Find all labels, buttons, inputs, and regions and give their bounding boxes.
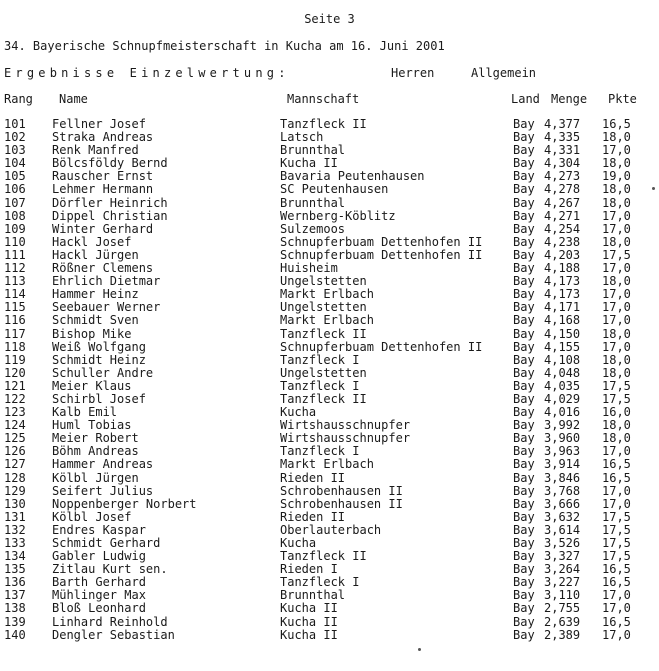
- cell-rang: 117: [4, 326, 26, 341]
- cell-name: Huml Tobias: [52, 418, 132, 433]
- cell-team: Ungelstetten: [280, 274, 367, 289]
- cell-pkte: 17,0: [602, 300, 631, 315]
- cell-name: Meier Klaus: [52, 378, 132, 393]
- cell-rang: 127: [4, 457, 26, 472]
- cell-name: Fellner Josef: [52, 117, 146, 131]
- cell-pkte: 18,0: [602, 326, 631, 341]
- cell-land: Bay: [513, 130, 535, 145]
- cell-name: Bölcsföldy Bernd: [52, 156, 168, 171]
- header-land: Land: [511, 92, 540, 106]
- cell-name: Böhm Andreas: [52, 444, 139, 459]
- cell-land: Bay: [513, 601, 535, 616]
- cell-land: Bay: [513, 614, 535, 629]
- cell-land: Bay: [513, 522, 535, 537]
- cell-land: Bay: [513, 221, 535, 236]
- cell-menge: 4,304: [544, 156, 581, 171]
- cell-pkte: 17,0: [602, 339, 631, 354]
- cell-team: Tanzfleck I: [280, 378, 360, 393]
- results-subtitle: Ergebnisse Einzelwertung:: [4, 66, 290, 80]
- cell-menge: 4,254: [544, 221, 581, 236]
- header-rang: Rang: [4, 92, 33, 106]
- cell-land: Bay: [513, 182, 535, 197]
- cell-name: Noppenberger Norbert: [52, 496, 197, 511]
- cell-menge: 3,666: [544, 496, 581, 511]
- cell-pkte: 17,0: [602, 627, 631, 642]
- cell-land: Bay: [513, 365, 535, 380]
- cell-rang: 120: [4, 365, 26, 380]
- cell-name: Kölbl Josef: [52, 509, 132, 524]
- cell-menge: 4,331: [544, 143, 581, 158]
- cell-pkte: 16,5: [602, 470, 631, 485]
- cell-menge: 4,171: [544, 300, 581, 315]
- cell-name: Hammer Heinz: [52, 287, 139, 302]
- cell-rang: 123: [4, 405, 26, 420]
- cell-name: Schmidt Heinz: [52, 352, 146, 367]
- cell-rang: 102: [4, 130, 26, 145]
- table-row: [0, 341, 659, 354]
- cell-pkte: 17,0: [602, 208, 631, 223]
- table-row: [0, 223, 659, 236]
- cell-team: Tanzfleck II: [280, 549, 367, 564]
- cell-pkte: 18,0: [602, 365, 631, 380]
- cell-pkte: 17,0: [602, 601, 631, 616]
- cell-rang: 104: [4, 156, 26, 171]
- cell-menge: 3,914: [544, 457, 581, 472]
- cell-menge: 4,188: [544, 261, 581, 276]
- cell-pkte: 19,0: [602, 169, 631, 184]
- cell-land: Bay: [513, 274, 535, 289]
- cell-pkte: 18,0: [602, 431, 631, 446]
- cell-menge: 3,526: [544, 536, 581, 550]
- cell-team: Oberlauterbach: [280, 522, 382, 537]
- cell-menge: 4,271: [544, 208, 581, 223]
- table-row: [0, 511, 659, 524]
- cell-menge: 4,029: [544, 391, 581, 406]
- table-row: [0, 629, 659, 642]
- cell-menge: 4,035: [544, 378, 581, 393]
- cell-name: Mühlinger Max: [52, 588, 146, 603]
- cell-pkte: 16,5: [602, 457, 631, 472]
- cell-rang: 132: [4, 522, 26, 537]
- cell-team: Kucha: [280, 405, 317, 420]
- cell-pkte: 18,0: [602, 130, 631, 145]
- cell-name: Gabler Ludwig: [52, 549, 146, 564]
- cell-name: Kölbl Jürgen: [52, 470, 139, 485]
- group-label: Allgemein: [471, 66, 537, 80]
- cell-menge: 4,048: [544, 365, 581, 380]
- cell-land: Bay: [513, 261, 535, 276]
- table-row: [0, 210, 659, 223]
- cell-land: Bay: [513, 234, 535, 249]
- cell-pkte: 17,0: [602, 143, 631, 158]
- cell-pkte: 18,0: [602, 182, 631, 197]
- cell-name: Schmidt Sven: [52, 313, 139, 328]
- cell-rang: 133: [4, 536, 26, 550]
- cell-team: Schnupferbuam Dettenhofen II: [280, 339, 483, 354]
- cell-land: Bay: [513, 549, 535, 564]
- cell-land: Bay: [513, 575, 535, 590]
- cell-menge: 3,614: [544, 522, 581, 537]
- cell-menge: 4,173: [544, 274, 581, 289]
- cell-pkte: 17,0: [602, 588, 631, 603]
- cell-pkte: 16,5: [602, 575, 631, 590]
- cell-menge: 3,632: [544, 509, 581, 524]
- cell-name: Seebauer Werner: [52, 300, 161, 315]
- cell-menge: 3,963: [544, 444, 581, 459]
- cell-pkte: 16,5: [602, 614, 631, 629]
- table-row: [0, 498, 659, 511]
- cell-pkte: 18,0: [602, 156, 631, 171]
- cell-pkte: 18,0: [602, 274, 631, 289]
- cell-team: Kucha: [280, 536, 317, 550]
- cell-menge: 4,168: [544, 313, 581, 328]
- cell-land: Bay: [513, 326, 535, 341]
- cell-name: Weiß Wolfgang: [52, 339, 146, 354]
- header-pkte: Pkte: [608, 92, 637, 106]
- header-team: Mannschaft: [287, 92, 360, 106]
- page-number: Seite 3: [304, 12, 355, 26]
- header-name: Name: [59, 92, 88, 106]
- table-row: [0, 485, 659, 498]
- cell-pkte: 17,5: [602, 549, 631, 564]
- cell-land: Bay: [513, 313, 535, 328]
- header-menge: Menge: [551, 92, 588, 106]
- scan-speck: [652, 187, 655, 190]
- results-table: [0, 118, 659, 642]
- cell-rang: 103: [4, 143, 26, 158]
- cell-team: Tanzfleck I: [280, 444, 360, 459]
- cell-name: Hammer Andreas: [52, 457, 154, 472]
- cell-rang: 137: [4, 588, 26, 603]
- cell-name: Linhard Reinhold: [52, 614, 168, 629]
- cell-menge: 2,639: [544, 614, 581, 629]
- cell-land: Bay: [513, 156, 535, 171]
- cell-rang: 134: [4, 549, 26, 564]
- cell-land: Bay: [513, 339, 535, 354]
- cell-team: Ungelstetten: [280, 365, 367, 380]
- cell-team: Schrobenhausen II: [280, 496, 403, 511]
- cell-land: Bay: [513, 457, 535, 472]
- cell-menge: 4,278: [544, 182, 581, 197]
- cell-pkte: 17,5: [602, 378, 631, 393]
- cell-team: Tanzfleck II: [280, 326, 367, 341]
- cell-menge: 4,150: [544, 326, 581, 341]
- cell-land: Bay: [513, 562, 535, 577]
- cell-pkte: 18,0: [602, 352, 631, 367]
- cell-land: Bay: [513, 470, 535, 485]
- cell-pkte: 17,0: [602, 444, 631, 459]
- cell-land: Bay: [513, 509, 535, 524]
- cell-pkte: 17,0: [602, 496, 631, 511]
- cell-name: Meier Robert: [52, 431, 139, 446]
- cell-name: Schuller Andre: [52, 365, 154, 380]
- cell-land: Bay: [513, 378, 535, 393]
- table-row: [0, 354, 659, 367]
- table-row: [0, 367, 659, 380]
- cell-name: Seifert Julius: [52, 483, 154, 498]
- cell-menge: 3,327: [544, 549, 581, 564]
- cell-rang: 111: [4, 247, 26, 262]
- cell-pkte: 17,5: [602, 391, 631, 406]
- cell-pkte: 17,0: [602, 221, 631, 236]
- cell-land: Bay: [513, 117, 535, 131]
- cell-rang: 108: [4, 208, 26, 223]
- cell-name: Rößner Clemens: [52, 261, 154, 276]
- document-title: 34. Bayerische Schnupfmeisterschaft in Kucha am 16. Juni 2001: [4, 39, 445, 53]
- cell-name: Dengler Sebastian: [52, 627, 175, 642]
- cell-rang: 131: [4, 509, 26, 524]
- cell-name: Hackl Jürgen: [52, 247, 139, 262]
- cell-team: Wernberg-Köblitz: [280, 208, 396, 223]
- cell-land: Bay: [513, 405, 535, 420]
- cell-rang: 112: [4, 261, 26, 276]
- table-row: [0, 380, 659, 393]
- cell-rang: 139: [4, 614, 26, 629]
- cell-land: Bay: [513, 143, 535, 158]
- table-row: [0, 472, 659, 485]
- cell-menge: 4,108: [544, 352, 581, 367]
- cell-team: Markt Erlbach: [280, 457, 374, 472]
- cell-team: Schrobenhausen II: [280, 483, 403, 498]
- table-row: [0, 602, 659, 615]
- cell-team: Tanzfleck I: [280, 575, 360, 590]
- cell-team: Tanzfleck I: [280, 352, 360, 367]
- table-row: [0, 314, 659, 327]
- cell-land: Bay: [513, 352, 535, 367]
- category-label: Herren: [391, 66, 435, 80]
- cell-team: Brunnthal: [280, 143, 346, 158]
- cell-team: Schnupferbuam Dettenhofen II: [280, 247, 483, 262]
- cell-menge: 4,335: [544, 130, 581, 145]
- cell-rang: 129: [4, 483, 26, 498]
- cell-name: Lehmer Hermann: [52, 182, 154, 197]
- cell-team: Brunnthal: [280, 588, 346, 603]
- cell-name: Bishop Mike: [52, 326, 132, 341]
- cell-rang: 130: [4, 496, 26, 511]
- cell-team: SC Peutenhausen: [280, 182, 389, 197]
- cell-rang: 136: [4, 575, 26, 590]
- cell-land: Bay: [513, 391, 535, 406]
- cell-menge: 2,389: [544, 627, 581, 642]
- cell-menge: 4,203: [544, 247, 581, 262]
- cell-name: Kalb Emil: [52, 405, 118, 420]
- cell-rang: 107: [4, 195, 26, 210]
- cell-land: Bay: [513, 247, 535, 262]
- cell-pkte: 17,5: [602, 536, 631, 550]
- cell-land: Bay: [513, 588, 535, 603]
- cell-team: Markt Erlbach: [280, 313, 374, 328]
- cell-team: Schnupferbuam Dettenhofen II: [280, 234, 483, 249]
- cell-team: Ungelstetten: [280, 300, 367, 315]
- cell-pkte: 17,0: [602, 313, 631, 328]
- cell-land: Bay: [513, 195, 535, 210]
- cell-menge: 4,267: [544, 195, 581, 210]
- cell-menge: 4,238: [544, 234, 581, 249]
- cell-land: Bay: [513, 431, 535, 446]
- cell-name: Straka Andreas: [52, 130, 154, 145]
- cell-rang: 140: [4, 627, 26, 642]
- cell-pkte: 17,0: [602, 287, 631, 302]
- cell-land: Bay: [513, 483, 535, 498]
- cell-land: Bay: [513, 496, 535, 511]
- table-row: [0, 616, 659, 629]
- table-row: [0, 458, 659, 471]
- cell-team: Rieden II: [280, 509, 346, 524]
- cell-team: Sulzemoos: [280, 221, 346, 236]
- cell-name: Schirbl Josef: [52, 391, 146, 406]
- cell-name: Bloß Leonhard: [52, 601, 146, 616]
- cell-rang: 119: [4, 352, 26, 367]
- cell-rang: 110: [4, 234, 26, 249]
- cell-name: Ehrlich Dietmar: [52, 274, 161, 289]
- cell-pkte: 17,0: [602, 261, 631, 276]
- cell-menge: 4,273: [544, 169, 581, 184]
- cell-pkte: 16,0: [602, 405, 631, 420]
- cell-land: Bay: [513, 208, 535, 223]
- cell-rang: 125: [4, 431, 26, 446]
- table-row: [0, 328, 659, 341]
- cell-pkte: 16,5: [602, 562, 631, 577]
- cell-menge: 3,264: [544, 562, 581, 577]
- cell-name: Winter Gerhard: [52, 221, 154, 236]
- cell-name: Zitlau Kurt sen.: [52, 562, 168, 577]
- cell-menge: 2,755: [544, 601, 581, 616]
- cell-team: Kucha II: [280, 627, 338, 642]
- cell-team: Markt Erlbach: [280, 287, 374, 302]
- cell-rang: 126: [4, 444, 26, 459]
- cell-pkte: 17,0: [602, 483, 631, 498]
- cell-rang: 109: [4, 221, 26, 236]
- cell-team: Rieden II: [280, 470, 346, 485]
- cell-land: Bay: [513, 418, 535, 433]
- cell-land: Bay: [513, 169, 535, 184]
- cell-rang: 114: [4, 287, 26, 302]
- cell-menge: 4,016: [544, 405, 581, 420]
- cell-team: Tanzfleck II: [280, 117, 367, 131]
- cell-rang: 115: [4, 300, 26, 315]
- cell-pkte: 18,0: [602, 418, 631, 433]
- cell-rang: 113: [4, 274, 26, 289]
- cell-pkte: 18,0: [602, 234, 631, 249]
- cell-menge: 3,960: [544, 431, 581, 446]
- cell-menge: 4,377: [544, 117, 581, 131]
- cell-rang: 118: [4, 339, 26, 354]
- cell-name: Hackl Josef: [52, 234, 132, 249]
- cell-pkte: 17,5: [602, 509, 631, 524]
- cell-name: Renk Manfred: [52, 143, 139, 158]
- cell-team: Rieden I: [280, 562, 338, 577]
- cell-menge: 3,846: [544, 470, 581, 485]
- cell-land: Bay: [513, 627, 535, 642]
- cell-menge: 4,155: [544, 339, 581, 354]
- cell-pkte: 16,5: [602, 117, 631, 131]
- table-row: [0, 183, 659, 196]
- cell-rang: 135: [4, 562, 26, 577]
- scan-speck: [418, 648, 421, 651]
- cell-team: Kucha II: [280, 614, 338, 629]
- cell-rang: 138: [4, 601, 26, 616]
- cell-pkte: 17,5: [602, 247, 631, 262]
- cell-pkte: 17,5: [602, 522, 631, 537]
- cell-name: Barth Gerhard: [52, 575, 146, 590]
- cell-team: Bavaria Peutenhausen: [280, 169, 425, 184]
- cell-menge: 4,173: [544, 287, 581, 302]
- cell-team: Wirtshausschnupfer: [280, 431, 411, 446]
- cell-team: Latsch: [280, 130, 324, 145]
- cell-rang: 101: [4, 117, 26, 131]
- cell-team: Huisheim: [280, 261, 338, 276]
- cell-team: Wirtshausschnupfer: [280, 418, 411, 433]
- cell-rang: 106: [4, 182, 26, 197]
- cell-menge: 3,992: [544, 418, 581, 433]
- cell-rang: 105: [4, 169, 26, 184]
- cell-team: Kucha II: [280, 156, 338, 171]
- cell-pkte: 18,0: [602, 195, 631, 210]
- cell-rang: 122: [4, 391, 26, 406]
- table-row: [0, 236, 659, 249]
- cell-name: Dippel Christian: [52, 208, 168, 223]
- cell-menge: 3,110: [544, 588, 581, 603]
- cell-land: Bay: [513, 536, 535, 550]
- cell-land: Bay: [513, 287, 535, 302]
- cell-team: Brunnthal: [280, 195, 346, 210]
- cell-rang: 124: [4, 418, 26, 433]
- cell-rang: 116: [4, 313, 26, 328]
- cell-menge: 3,768: [544, 483, 581, 498]
- cell-name: Endres Kaspar: [52, 522, 146, 537]
- cell-name: Rauscher Ernst: [52, 169, 154, 184]
- cell-land: Bay: [513, 444, 535, 459]
- table-row: [0, 197, 659, 210]
- cell-land: Bay: [513, 300, 535, 315]
- cell-rang: 128: [4, 470, 26, 485]
- cell-name: Schmidt Gerhard: [52, 536, 161, 550]
- cell-team: Tanzfleck II: [280, 391, 367, 406]
- cell-name: Dörfler Heinrich: [52, 195, 168, 210]
- cell-rang: 121: [4, 378, 26, 393]
- cell-menge: 3,227: [544, 575, 581, 590]
- cell-team: Kucha II: [280, 601, 338, 616]
